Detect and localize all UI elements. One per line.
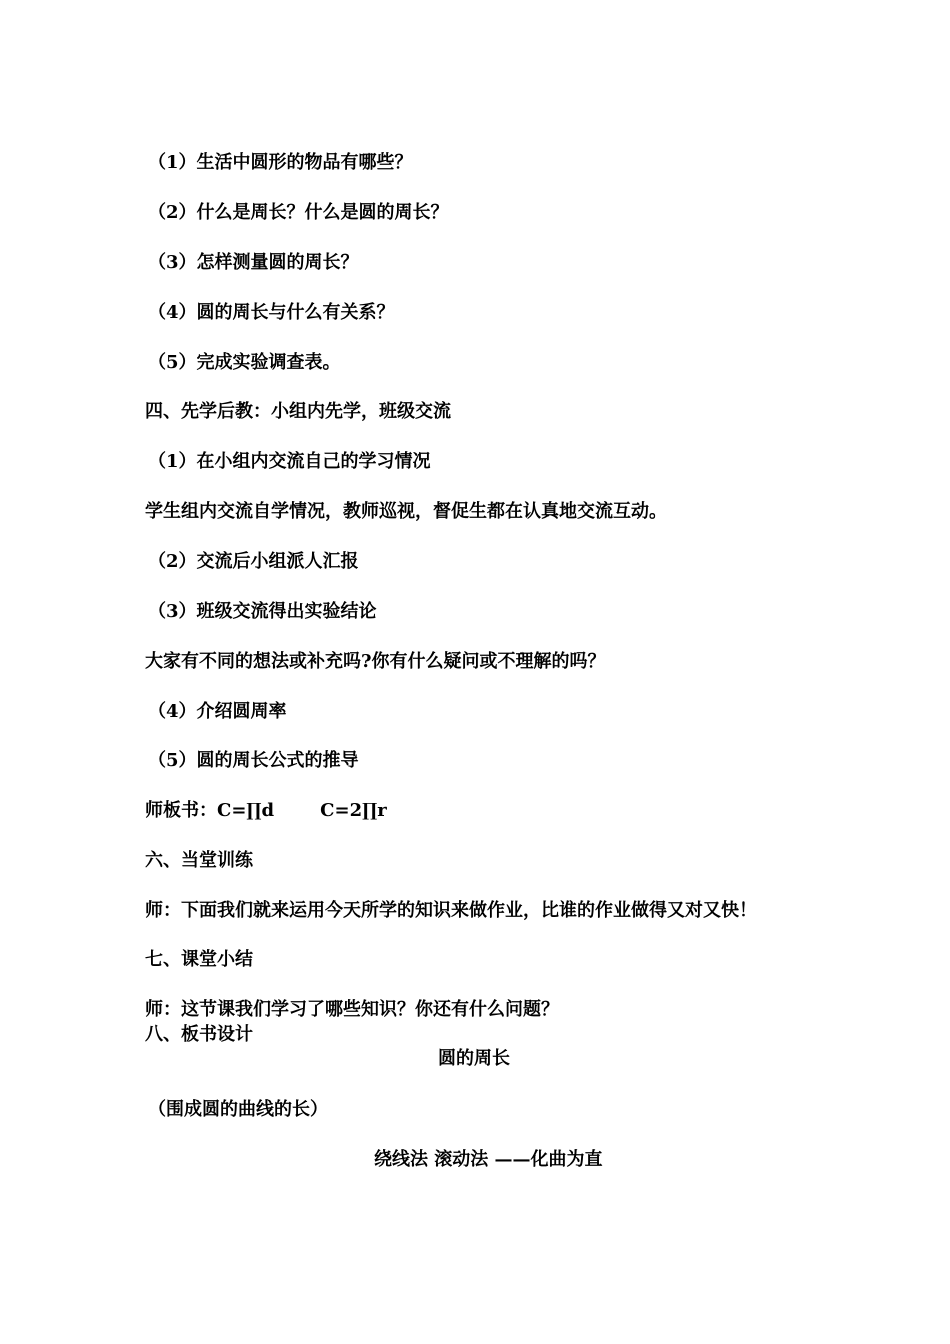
question-5: （5）完成实验调查表。 xyxy=(148,352,341,373)
section-4-item-2: （2）交流后小组派人汇报 xyxy=(148,551,359,572)
section-8-heading: 八、板书设计 xyxy=(145,1024,253,1045)
section-4-item-3: （3）班级交流得出实验结论 xyxy=(148,601,377,622)
section-4-item-1: （1）在小组内交流自己的学习情况 xyxy=(148,451,431,472)
section-4-heading: 四、先学后教：小组内先学，班级交流 xyxy=(145,401,451,422)
board-formula-2: C=2∏r xyxy=(320,800,387,821)
board-definition: （围成圆的曲线的长） xyxy=(148,1099,328,1120)
section-6-text: 师：下面我们就来运用今天所学的知识来做作业，比谁的作业做得又对又快！ xyxy=(145,900,757,921)
section-4-item-5: （5）圆的周长公式的推导 xyxy=(148,750,359,771)
question-4: （4）圆的周长与什么有关系？ xyxy=(148,302,395,323)
section-4-item-4: （4）介绍圆周率 xyxy=(148,701,287,722)
question-3: （3）怎样测量圆的周长？ xyxy=(148,252,359,273)
section-7-text: 师：这节课我们学习了哪些知识？你还有什么问题？ xyxy=(145,999,559,1020)
board-formula-line xyxy=(145,799,387,823)
section-7-heading: 七、课堂小结 xyxy=(145,949,253,970)
section-4-item-3-text: 大家有不同的想法或补充吗?你有什么疑问或不理解的吗？ xyxy=(145,651,606,672)
section-6-heading: 六、当堂训练 xyxy=(145,850,253,871)
board-formula-1: 师板书：C=∏d xyxy=(145,800,275,821)
board-methods: 绕线法 滚动法 ——化曲为直 xyxy=(374,1149,603,1170)
section-4-item-1-text: 学生组内交流自学情况，教师巡视，督促生都在认真地交流互动。 xyxy=(145,501,667,522)
board-title: 圆的周长 xyxy=(438,1048,510,1069)
question-1: （1）生活中圆形的物品有哪些？ xyxy=(148,152,413,173)
question-2: （2）什么是周长？什么是圆的周长？ xyxy=(148,202,449,223)
